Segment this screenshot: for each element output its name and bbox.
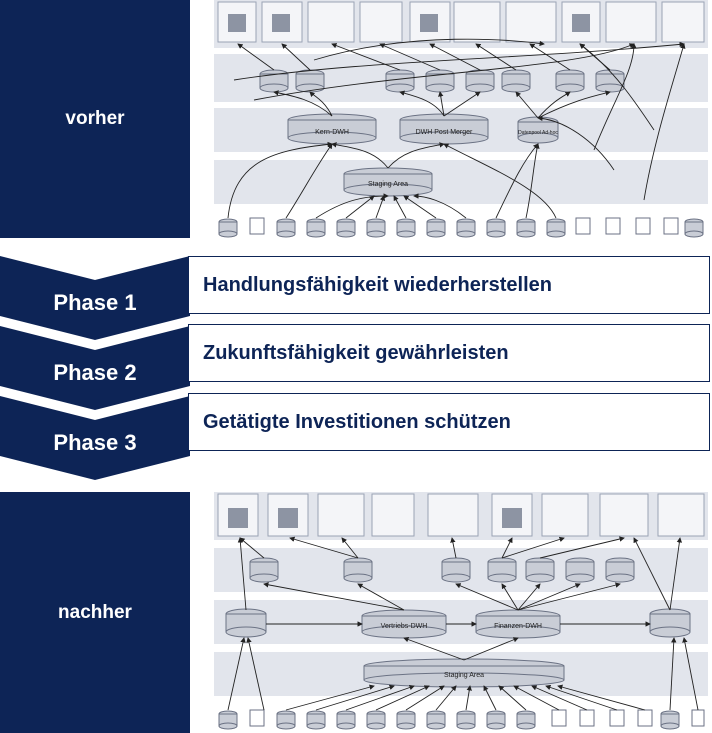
- after-section-label: [0, 492, 190, 733]
- staging-area-label-before: Staging Area: [367, 181, 409, 188]
- kern-dwh-label: Kern-DWH: [315, 129, 349, 136]
- before-label-text: vorher: [65, 108, 125, 129]
- vertriebs-dwh-label: Vertriebs-DWH: [380, 623, 428, 630]
- finanzen-dwh-label: Finanzen-DWH: [494, 623, 542, 630]
- datenpool-label: Datenpool Ad-hoc: [518, 130, 558, 136]
- staging-area-label-after: Staging Area: [443, 672, 485, 679]
- before-section-label: [0, 0, 190, 238]
- phase-1-label: Phase 1: [53, 290, 137, 315]
- before-top-boxes: [218, 2, 704, 42]
- after-diagram: [214, 492, 708, 733]
- phase-1-text: Handlungsfähigkeit wiederherstellen: [203, 273, 552, 296]
- phase-2-text: Zukunftsfähigkeit gewährleisten: [203, 341, 509, 364]
- phase-3-label: Phase 3: [53, 430, 137, 455]
- phase-3-box: [188, 393, 710, 451]
- phase-1-box: [188, 256, 710, 314]
- phase-3-text: Getätigte Investitionen schützen: [203, 410, 511, 433]
- phase-2-label: Phase 2: [53, 360, 137, 385]
- dwh-post-merger-label: DWH Post Merger: [415, 129, 473, 136]
- before-diagram: [214, 0, 708, 240]
- phase-2-box: [188, 324, 710, 382]
- after-label-text: nachher: [58, 601, 132, 623]
